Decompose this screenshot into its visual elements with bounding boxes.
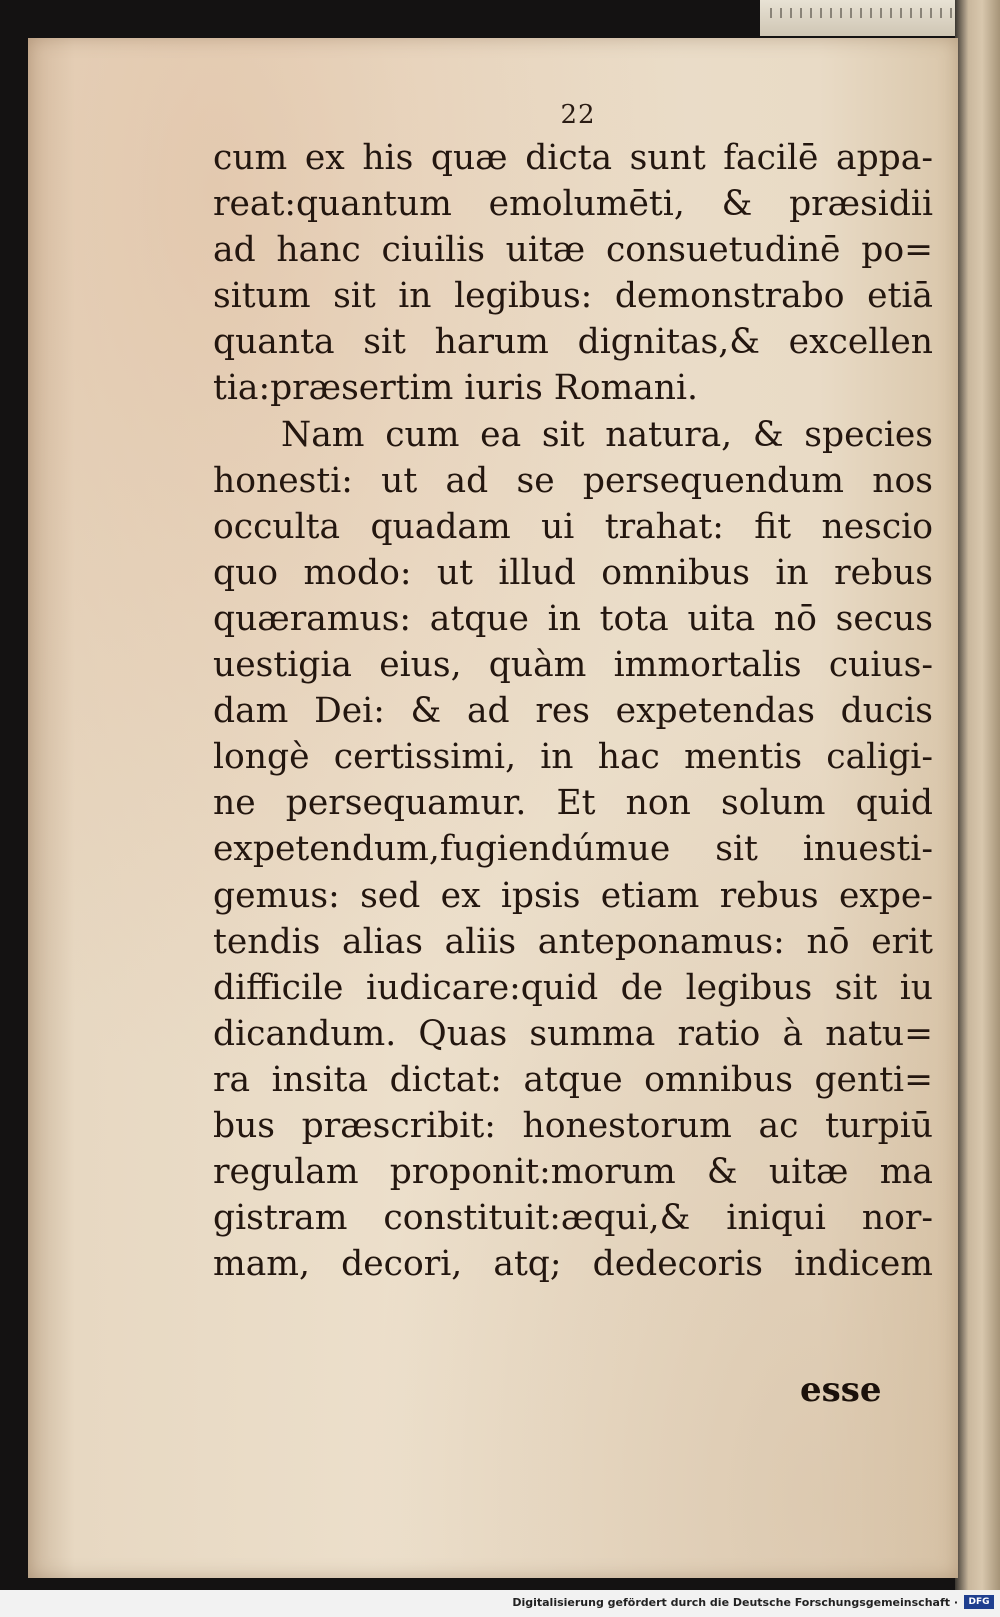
text-line: gistram constituit:æqui,& iniqui nor- (213, 1198, 933, 1239)
text-line: bus præscribit: honestorum ac turpiū (213, 1105, 933, 1146)
footer-bar (0, 1590, 1000, 1617)
text-line: expetendum,fugiendúmue sit inuesti- (213, 829, 933, 870)
body-text (213, 135, 933, 1287)
page-number: 22 (560, 100, 596, 130)
text-line: honesti: ut ad se persequendum nos (213, 460, 933, 501)
catchword: esse (800, 1370, 882, 1410)
text-line: ad hanc ciuilis uitæ consuetudinē po= (213, 230, 933, 271)
text-line: reat:quantum emolumēti, & præsidii (213, 184, 933, 225)
text-line: mam, decori, atq; dedecoris indicem (213, 1244, 933, 1285)
text-line: uestigia eius, quàm immortalis cuius- (213, 645, 933, 686)
text-line: ne persequamur. Et non solum quid (213, 783, 933, 824)
adjacent-leaf-edge (955, 0, 1000, 1590)
text-line: regulam proponit:morum & uitæ ma (213, 1152, 933, 1193)
text-line: dam Dei: & ad res expetendas ducis (213, 691, 933, 732)
text-line: occulta quadam ui trahat: fit nescio (213, 506, 933, 547)
text-line: dicandum. Quas summa ratio à natu= (213, 1013, 933, 1054)
text-line: situm sit in legibus: demonstrabo etiā (213, 276, 933, 317)
text-line: quanta sit harum dignitas,& excellen (213, 322, 933, 363)
text-line: tendis alias aliis anteponamus: nō erit (213, 921, 933, 962)
text-line: quæramus: atque in tota uita nō secus (213, 598, 933, 639)
funding-credit: Digitalisierung gefördert durch die Deutsche Forschungsgemeinschaft · (512, 1596, 958, 1609)
book-page (28, 38, 958, 1578)
text-line: ra insita dictat: atque omnibus genti= (213, 1059, 933, 1100)
text-line: quo modo: ut illud omnibus in rebus (213, 552, 933, 593)
text-line: tia:præsertim iuris Romani. (213, 368, 698, 409)
text-line: longè certissimi, in hac mentis caligi- (213, 737, 933, 778)
dfg-logo: DFG (964, 1595, 994, 1609)
text-line: difficile iudicare:quid de legibus sit iu (213, 967, 933, 1008)
text-line: cum ex his quæ dicta sunt facilē appa- (213, 138, 933, 178)
text-line: gemus: sed ex ipsis etiam rebus expe- (213, 875, 933, 916)
paragraph-start-line: Nam cum ea sit natura, & species (281, 414, 933, 455)
